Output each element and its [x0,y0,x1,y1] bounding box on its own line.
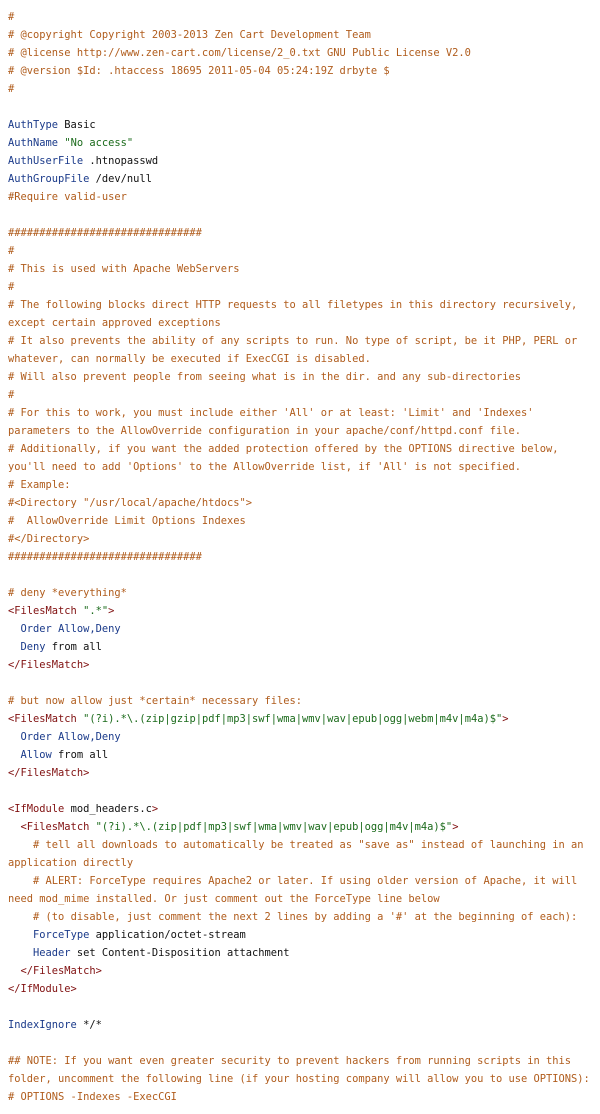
code-line [8,512,592,530]
code-line [8,8,592,26]
code-line [8,1052,592,1088]
code-line [8,530,592,548]
code-token-comment: # @copyright Copyright 2003-2013 Zen Cart Development Team [8,29,371,41]
code-token-tag: <FilesMatch [8,713,77,725]
code-token-text [8,965,21,977]
code-token-text: .htnopasswd [83,155,159,167]
code-token-tag: <FilesMatch [20,821,90,833]
code-token-comment: # [8,83,15,95]
code-token-string: "No access" [64,137,134,149]
code-token-comment: # ALERT: ForceType requires Apache2 or later. If using older version of Apache, it will need mod_mime installed. Or just comment out the ForceType line below [8,875,584,905]
code-token-text [8,749,21,761]
code-line [8,44,592,62]
code-line [8,242,592,260]
code-token-comment: # For this to work, you must include either 'All' or at least: 'Limit' and 'Indexes' parameters to the AllowOverride configuration in your apache/conf/httpd.conf file. [8,407,540,437]
code-token-string: ".*" [83,605,109,617]
code-token-comment: #<Directory "/usr/local/apache/htdocs"> [8,497,252,509]
code-token-comment: # It also prevents the ability of any scripts to run. No type of script, be it PHP, PERL or whatever, can normally be executed if ExecCGI is disabled. [8,335,584,365]
code-line [8,296,592,332]
code-line [8,1016,592,1034]
code-line [8,404,592,440]
code-token-text: */* [76,1019,102,1031]
code-token-text [8,821,21,833]
code-token-tag: <IfModule [8,803,65,815]
code-line [8,80,592,98]
code-token-comment: # (to disable, just comment the next 2 lines by adding a '#' at the beginning of each): [33,911,578,923]
blank-line [8,98,592,116]
code-token-comment: # OPTIONS -Indexes -ExecCGI [8,1091,177,1103]
code-line [8,116,592,134]
code-line [8,62,592,80]
code-token-comment: # but now allow just *certain* necessary files: [8,695,303,707]
code-token-text: mod_headers.c [64,803,152,815]
code-line [8,944,592,962]
code-token-directive: AuthType [8,119,59,131]
code-token-directive: Order [20,623,52,635]
code-token-comment: # tell all downloads to automatically be treated as "save as" instead of launching in an application directly [8,839,590,869]
code-line [8,188,592,206]
code-token-directive: IndexIgnore [8,1019,77,1031]
code-line [8,620,592,638]
code-token-comment: # [8,389,15,401]
code-token-tag: </IfModule> [8,983,77,995]
blank-line [8,998,592,1016]
code-line [8,134,592,152]
code-line [8,224,592,242]
code-token-comment: ## NOTE: If you want even greater security to prevent hackers from running scripts in this folder, uncomment the following line (if your hosting company will allow you to use OPTIONS): [8,1055,590,1085]
blank-line [8,206,592,224]
code-token-comment: # Will also prevent people from seeing what is in the dir. and any sub-directories [8,371,521,383]
code-token-comment: # This is used with Apache WebServers [8,263,240,275]
code-token-text [8,731,21,743]
blank-line [8,1034,592,1052]
code-token-string: "(?i).*\.(zip|gzip|pdf|mp3|swf|wma|wmv|wav|epub|ogg|webm|m4v|m4a)$" [83,713,503,725]
code-line [8,962,592,980]
code-line [8,1088,592,1106]
code-line [8,278,592,296]
code-token-text: from all [51,749,109,761]
code-token-comment: #</Directory> [8,533,90,545]
code-token-tag: <FilesMatch [8,605,77,617]
code-line [8,980,592,998]
code-token-comment: # @license http://www.zen-cart.com/license/2_0.txt GNU Public License V2.0 [8,47,471,59]
code-token-comment: ############################### [8,551,202,563]
code-token-text [8,875,33,887]
code-line [8,926,592,944]
code-line [8,260,592,278]
code-line [8,692,592,710]
code-line [8,638,592,656]
code-line [8,584,592,602]
code-token-text [8,911,33,923]
code-token-directive: ForceType [33,929,90,941]
blank-line [8,566,592,584]
code-token-tag: > [452,821,459,833]
code-token-comment: ############################### [8,227,202,239]
code-token-text: from all [45,641,102,653]
code-token-comment: # AllowOverride Limit Options Indexes [8,515,246,527]
code-token-tag: > [151,803,159,815]
code-token-text: /dev/null [89,173,152,185]
code-line [8,476,592,494]
code-line [8,602,592,620]
code-token-tag: > [502,713,509,725]
code-line [8,170,592,188]
code-token-text [8,947,33,959]
code-line [8,710,592,728]
code-line [8,152,592,170]
code-line [8,836,592,872]
code-token-tag: </FilesMatch> [8,767,90,779]
code-token-tag: > [108,605,115,617]
code-line [8,440,592,476]
code-token-directive: AuthUserFile [8,155,84,167]
code-line [8,656,592,674]
code-line [8,368,592,386]
code-token-text: Basic [58,119,96,131]
code-token-text [8,929,33,941]
code-token-comment: # Example: [8,479,71,491]
code-line [8,818,592,836]
code-token-comment: # [8,245,15,257]
code-line [8,800,592,818]
code-token-directive: AuthGroupFile [8,173,90,185]
code-token-directive: Allow,Deny [58,731,121,743]
code-token-comment: # Additionally, if you want the added protection offered by the OPTIONS directive below, you'll need to add 'Options' to the AllowOverride list, if 'All' is not specified. [8,443,565,473]
code-token-text: set Content-Disposition attachment [70,947,290,959]
code-line [8,764,592,782]
code-token-text [8,623,21,635]
code-line [8,728,592,746]
code-line [8,872,592,908]
code-token-directive: Allow,Deny [58,623,121,635]
code-token-text [8,641,21,653]
code-token-directive: Allow [20,749,52,761]
code-line [8,548,592,566]
code-token-comment: # The following blocks direct HTTP requests to all filetypes in this directory recursively, except certain approved exceptions [8,299,584,329]
blank-line [8,674,592,692]
code-line [8,908,592,926]
code-token-directive: Order [20,731,52,743]
code-line [8,746,592,764]
code-line [8,332,592,368]
code-token-comment: # [8,281,15,293]
code-token-string: "(?i).*\.(zip|pdf|mp3|swf|wma|wmv|wav|epub|ogg|m4v|m4a)$" [95,821,453,833]
code-token-directive: Deny [20,641,46,653]
code-token-comment: # @version $Id: .htaccess 18695 2011-05-04 05:24:19Z drbyte $ [8,65,390,77]
code-line [8,386,592,404]
code-token-tag: </FilesMatch> [8,659,90,671]
code-line [8,26,592,44]
code-token-directive: Header [33,947,71,959]
code-token-comment: # deny *everything* [8,587,127,599]
code-token-directive: AuthName [8,137,59,149]
code-token-text [8,839,33,851]
code-line [8,494,592,512]
code-token-tag: </FilesMatch> [20,965,102,977]
blank-line [8,782,592,800]
code-token-text: application/octet-stream [89,929,246,941]
code-token-comment: # [8,11,15,23]
code-token-comment: #Require valid-user [8,191,127,203]
